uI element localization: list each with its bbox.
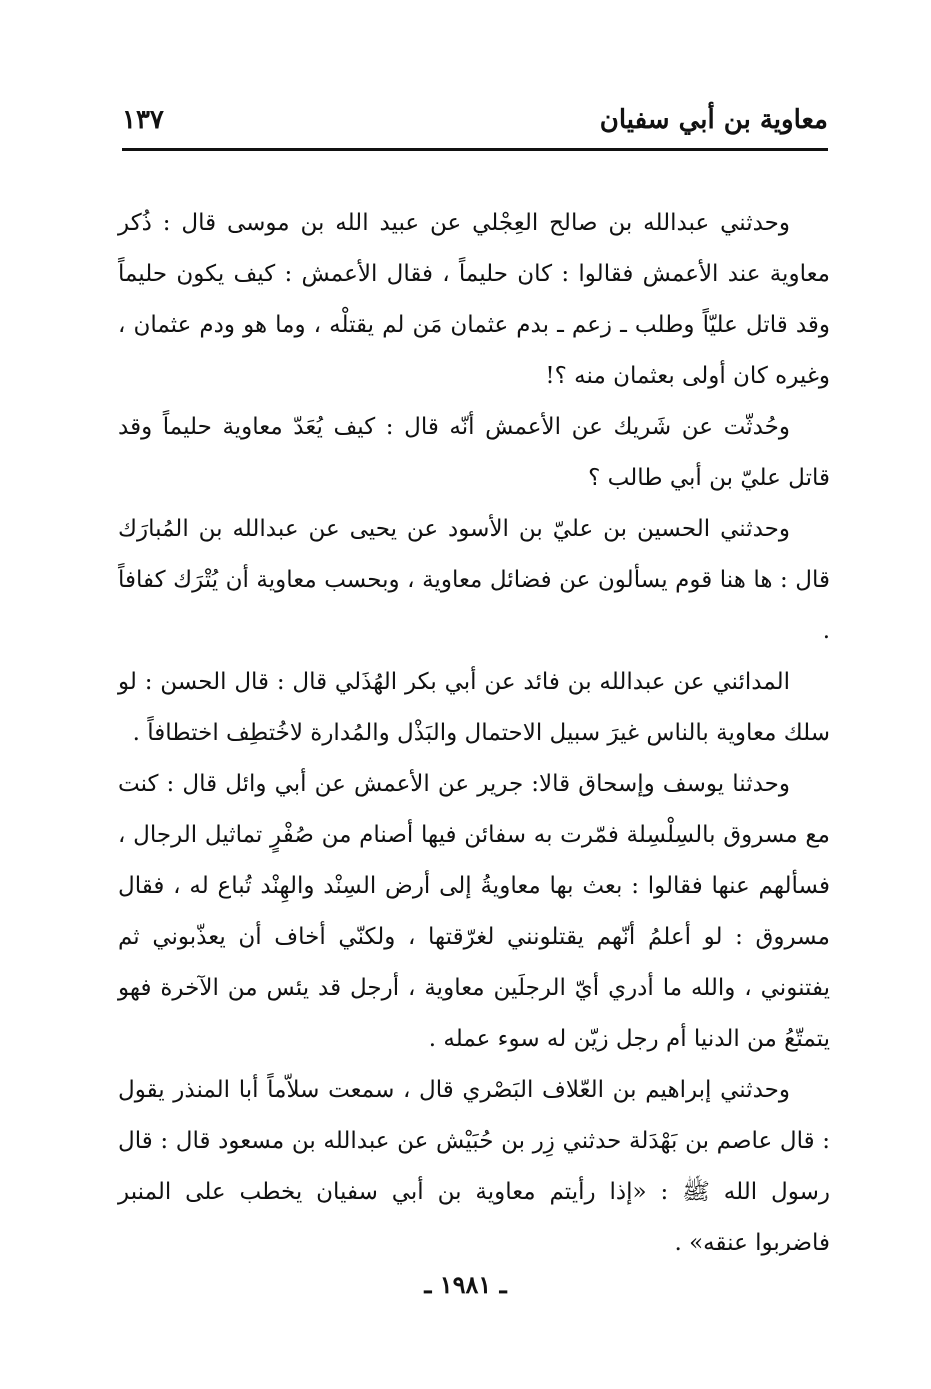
- header-divider: [122, 148, 828, 151]
- paragraph-2: وحُدثّت عن شَريك عن الأعمش أنّه قال : كيف يُعَدّ معاوية حليماً وقد قاتل عليّ بن أبي طالب ؟: [118, 414, 830, 491]
- body-text: [118, 198, 830, 1269]
- running-title: معاوية بن أبي سفيان: [599, 105, 828, 135]
- paragraph-5: وحدثنا يوسف وإسحاق قالا: جرير عن الأعمش عن أبي وائل قال : كنت مع مسروق بالسِلْسِلة فمّرت به سفائن فيها أصنام من صُفْرٍ تماثيل الرجال ، فسألهم عنها فقالوا : بعث بها معاويةُ إلى أرض السِنْد والهِنْد تُباع له ، فقال مسروق : لو أعلمُ أنّهم يقتلونني لغرّقتها ، ولكنّي أخاف أن يعذّبوني ثم يفتنوني ، والله ما أدري أيّ الرجلَين معاوية ، أرجل قد يئس من الآخرة فهو يتمتّعُ من الدنيا أم رجل زيّن له سوء عمله .: [118, 771, 830, 1052]
- paragraph-6: وحدثني إبراهيم بن العّلاف البَصْري قال ، سمعت سلاّماً أبا المنذر يقول : قال عاصم بن بَهْدَلة حدثني زِر بن حُبَيْش عن عبدالله بن مسعود قال : قال رسول الله ﷺ : «إذا رأيتم معاوية بن أبي سفيان يخطب على المنبر فاضربوا عنقه» .: [118, 1077, 830, 1256]
- paragraph-3: وحدثني الحسين بن عليّ بن الأسود عن يحيى عن عبدالله بن المُبارَك قال : ها هنا قوم يسألون عن فضائل معاوية ، وبحسب معاوية أن يُتْرَك كفافاً .: [118, 516, 830, 644]
- paragraph-1: وحدثني عبدالله بن صالح العِجْلي عن عبيد الله بن موسى قال : ذُكر معاوية عند الأعمش فقالوا : كان حليماً ، فقال الأعمش : كيف يكون حليماً وقد قاتل عليّاً وطلب ـ زعم ـ بدم عثمان مَن لم يقتلْه ، وما هو ودم عثمان ، وغيره كان أولى بعثمان منه ؟!: [118, 210, 830, 389]
- page-header: [122, 100, 828, 146]
- footer-page-number: ـ ١٩٨١ ـ: [424, 1270, 507, 1299]
- header-page-number: ١٣٧: [122, 105, 164, 135]
- paragraph-4: المدائني عن عبدالله بن فائد عن أبي بكر الهُذَلي قال : قال الحسن : لو سلك معاوية بالناس غيرَ سبيل الاحتمال والبَذْل والمُدارة لاخُتطِف اختطافاً .: [118, 669, 830, 746]
